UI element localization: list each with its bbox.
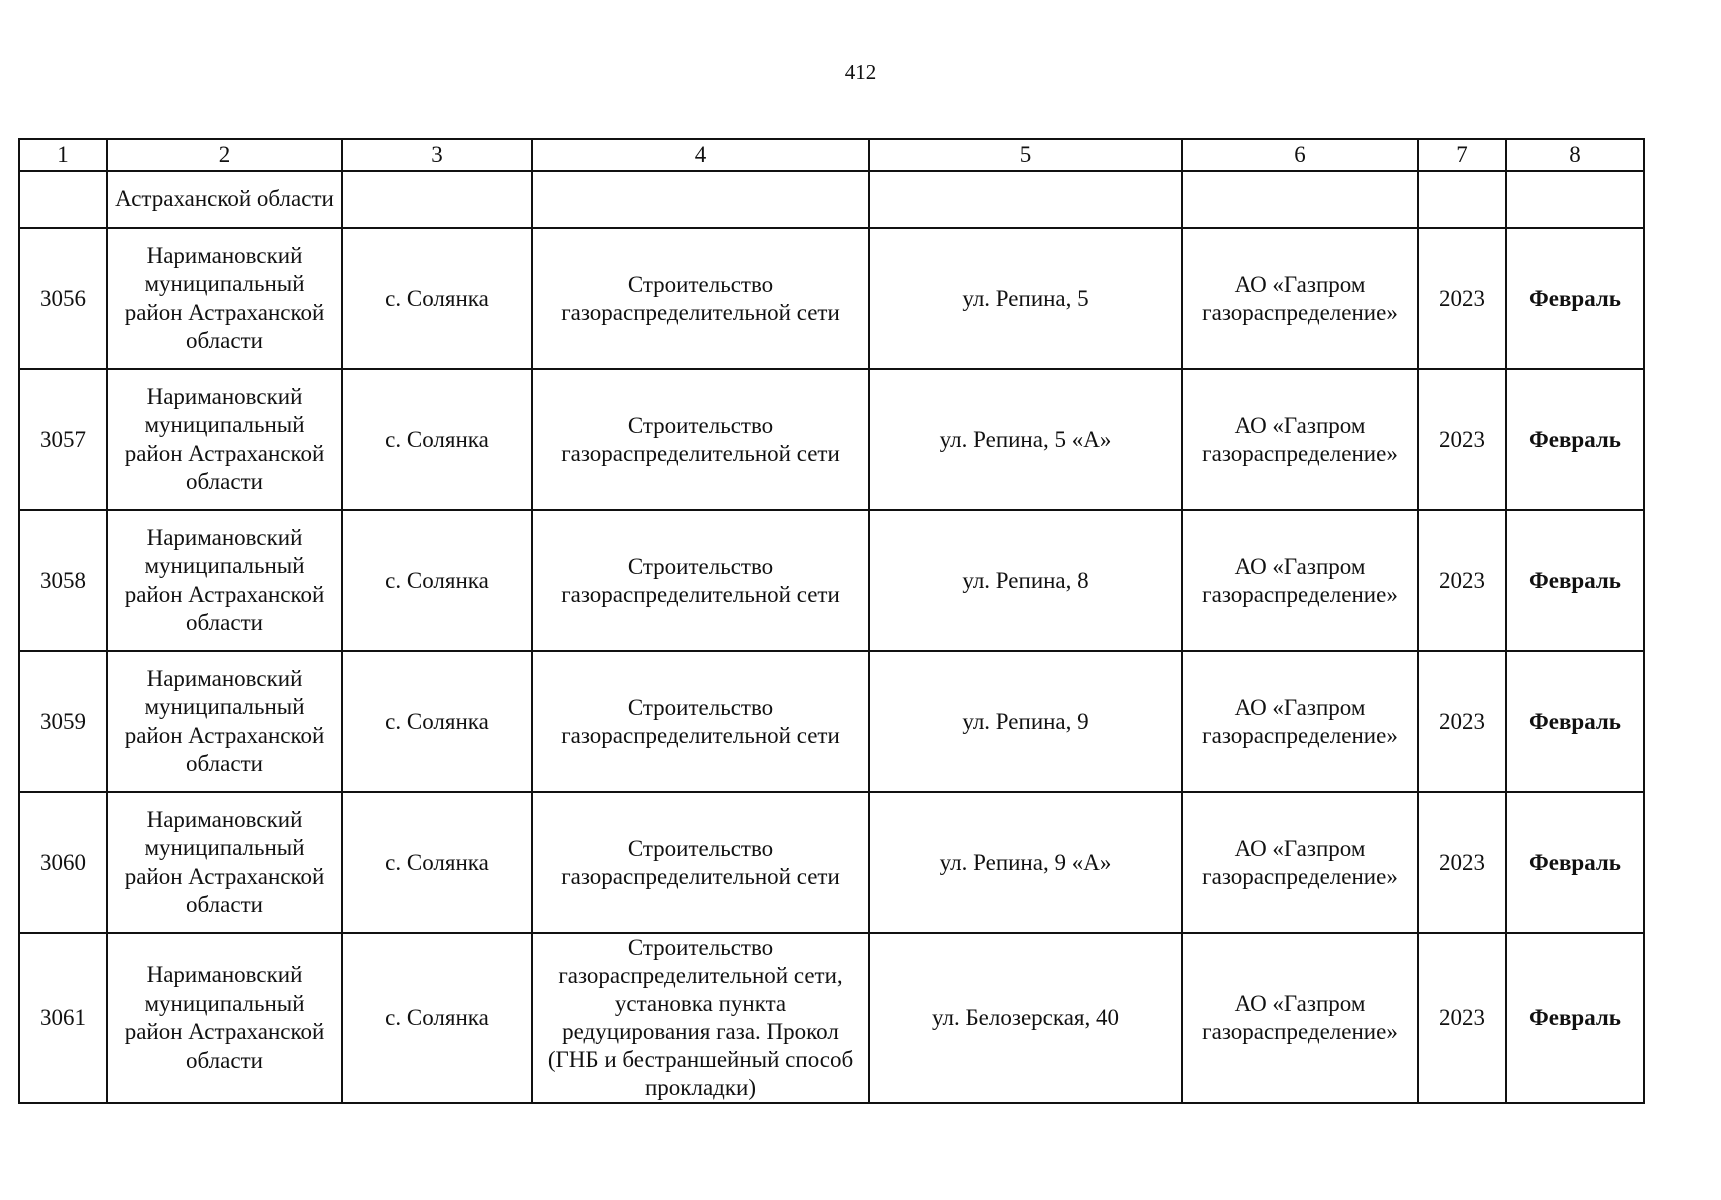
cell-settlement: с. Солянка — [342, 369, 532, 510]
cell-settlement: с. Солянка — [342, 651, 532, 792]
table-row — [19, 651, 1644, 792]
cell-year: 2023 — [1418, 510, 1506, 651]
cell-address — [869, 171, 1182, 228]
cell-year: 2023 — [1418, 792, 1506, 933]
cell-year: 2023 — [1418, 933, 1506, 1103]
continuation-row — [19, 171, 1644, 228]
cell-work-description: Строительство газораспределительной сети — [532, 228, 869, 369]
cell-number: 3059 — [19, 651, 107, 792]
cell-district: Наримановский муниципальный район Астраханской области — [107, 933, 342, 1103]
cell-month: Февраль — [1506, 228, 1644, 369]
cell-district: Наримановский муниципальный район Астраханской области — [107, 228, 342, 369]
cell-number: 3058 — [19, 510, 107, 651]
column-header: 5 — [869, 139, 1182, 171]
column-header: 8 — [1506, 139, 1644, 171]
work-schedule-table — [18, 138, 1645, 1104]
column-header: 2 — [107, 139, 342, 171]
cell-organization: АО «Газпром газораспределение» — [1182, 651, 1418, 792]
cell-address: ул. Репина, 8 — [869, 510, 1182, 651]
cell-year — [1418, 171, 1506, 228]
cell-organization: АО «Газпром газораспределение» — [1182, 510, 1418, 651]
cell-organization: АО «Газпром газораспределение» — [1182, 228, 1418, 369]
cell-address: ул. Белозерская, 40 — [869, 933, 1182, 1103]
column-header: 4 — [532, 139, 869, 171]
cell-address: ул. Репина, 9 «А» — [869, 792, 1182, 933]
cell-work-description: Строительство газораспределительной сети — [532, 369, 869, 510]
cell-month: Февраль — [1506, 792, 1644, 933]
cell-settlement — [342, 171, 532, 228]
cell-number: 3061 — [19, 933, 107, 1103]
cell-work-description: Строительство газораспределительной сети — [532, 510, 869, 651]
cell-year: 2023 — [1418, 651, 1506, 792]
cell-number: 3057 — [19, 369, 107, 510]
table-row — [19, 228, 1644, 369]
cell-address: ул. Репина, 5 «А» — [869, 369, 1182, 510]
cell-work-description: Строительство газораспределительной сети — [532, 651, 869, 792]
cell-work-description — [532, 171, 869, 228]
column-number-row — [19, 139, 1644, 171]
cell-district: Астраханской области — [107, 171, 342, 228]
table-row — [19, 369, 1644, 510]
cell-address: ул. Репина, 5 — [869, 228, 1182, 369]
table-row — [19, 510, 1644, 651]
cell-number: 3056 — [19, 228, 107, 369]
cell-number: 3060 — [19, 792, 107, 933]
cell-month: Февраль — [1506, 933, 1644, 1103]
cell-district: Наримановский муниципальный район Астраханской области — [107, 369, 342, 510]
cell-organization: АО «Газпром газораспределение» — [1182, 369, 1418, 510]
cell-year: 2023 — [1418, 228, 1506, 369]
cell-district: Наримановский муниципальный район Астраханской области — [107, 792, 342, 933]
cell-district: Наримановский муниципальный район Астраханской области — [107, 651, 342, 792]
cell-month: Февраль — [1506, 369, 1644, 510]
cell-settlement: с. Солянка — [342, 510, 532, 651]
column-header: 3 — [342, 139, 532, 171]
cell-address: ул. Репина, 9 — [869, 651, 1182, 792]
cell-settlement: с. Солянка — [342, 228, 532, 369]
cell-month: Февраль — [1506, 510, 1644, 651]
cell-work-description: Строительство газораспределительной сети, установка пункта редуцирования газа. Прокол (ГНБ и бестраншейный способ прокладки) — [532, 933, 869, 1103]
table-row — [19, 933, 1644, 1103]
cell-settlement: с. Солянка — [342, 792, 532, 933]
table-row — [19, 792, 1644, 933]
page-number: 412 — [844, 60, 877, 84]
cell-organization: АО «Газпром газораспределение» — [1182, 933, 1418, 1103]
column-header: 6 — [1182, 139, 1418, 171]
cell-number — [19, 171, 107, 228]
cell-settlement: с. Солянка — [342, 933, 532, 1103]
cell-organization: АО «Газпром газораспределение» — [1182, 792, 1418, 933]
cell-organization — [1182, 171, 1418, 228]
cell-month: Февраль — [1506, 651, 1644, 792]
cell-month — [1506, 171, 1644, 228]
column-header: 1 — [19, 139, 107, 171]
cell-year: 2023 — [1418, 369, 1506, 510]
cell-work-description: Строительство газораспределительной сети — [532, 792, 869, 933]
cell-district: Наримановский муниципальный район Астраханской области — [107, 510, 342, 651]
column-header: 7 — [1418, 139, 1506, 171]
